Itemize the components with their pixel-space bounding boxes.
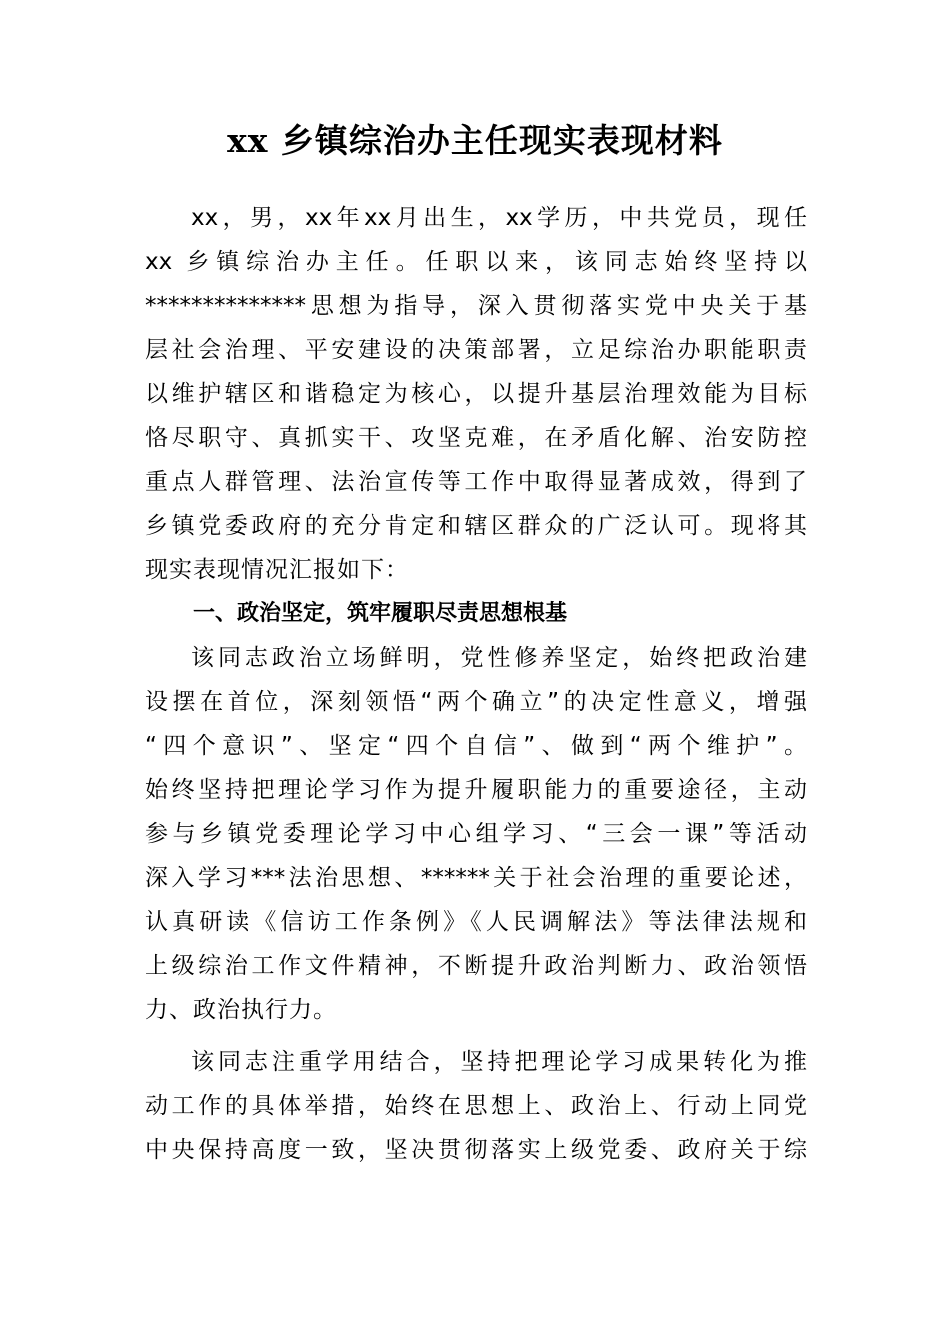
text-line: 上级综治工作文件精神，不断提升政治判断力、政治领悟 xyxy=(145,953,807,979)
text-line: 该同志注重学用结合，坚持把理论学习成果转化为推 xyxy=(191,1049,807,1075)
text-line: 参与乡镇党委理论学习中心组学习、“三会一课”等活动 xyxy=(145,821,807,847)
text-line: 以维护辖区和谐稳定为核心，以提升基层治理效能为目标 xyxy=(145,381,807,407)
text-line: 中央保持高度一致，坚决贯彻落实上级党委、政府关于综 xyxy=(145,1137,807,1163)
text-line: xx，男，xx年xx月出生，xx学历，中共党员，现任 xyxy=(191,205,807,231)
text-line: 动工作的具体举措，始终在思想上、政治上、行动上同党 xyxy=(145,1093,807,1119)
section-heading: 一、政治坚定，筑牢履职尽责思想根基 xyxy=(193,601,568,626)
paragraph-study-practice xyxy=(145,1040,807,1172)
paragraph-spacer xyxy=(145,1032,807,1040)
text-line: 设摆在首位，深刻领悟“两个确立”的决定性意义，增强 xyxy=(145,689,807,715)
text-line: 该同志政治立场鲜明，党性修养坚定，始终把政治建 xyxy=(191,645,807,671)
text-line: 现实表现情况汇报如下： xyxy=(145,557,409,583)
text-line: 深入学习***法治思想、******关于社会治理的重要论述， xyxy=(145,865,807,891)
paragraph-intro xyxy=(145,196,807,592)
text-line: 层社会治理、平安建设的决策部署，立足综治办职能职责 xyxy=(145,337,807,363)
document-body xyxy=(145,196,807,1172)
document-title: xx 乡镇综治办主任现实表现材料 xyxy=(227,121,723,160)
text-line: xx 乡镇综治办主任。任职以来，该同志始终坚持以 xyxy=(145,249,807,275)
text-line: **************思想为指导，深入贯彻落实党中央关于基 xyxy=(145,293,807,319)
text-line: 力、政治执行力。 xyxy=(145,997,337,1023)
text-line: 始终坚持把理论学习作为提升履职能力的重要途径，主动 xyxy=(145,777,807,803)
text-line: 认真研读《信访工作条例》《人民调解法》等法律法规和 xyxy=(145,909,807,935)
text-line: 重点人群管理、法治宣传等工作中取得显著成效，得到了 xyxy=(145,469,807,495)
text-line: 恪尽职守、真抓实干、攻坚克难，在矛盾化解、治安防控 xyxy=(145,425,807,451)
paragraph-political xyxy=(145,636,807,1032)
text-line: 乡镇党委政府的充分肯定和辖区群众的广泛认可。现将其 xyxy=(145,513,807,539)
text-line: “四个意识”、坚定“四个自信”、做到“两个维护”。 xyxy=(145,733,807,759)
